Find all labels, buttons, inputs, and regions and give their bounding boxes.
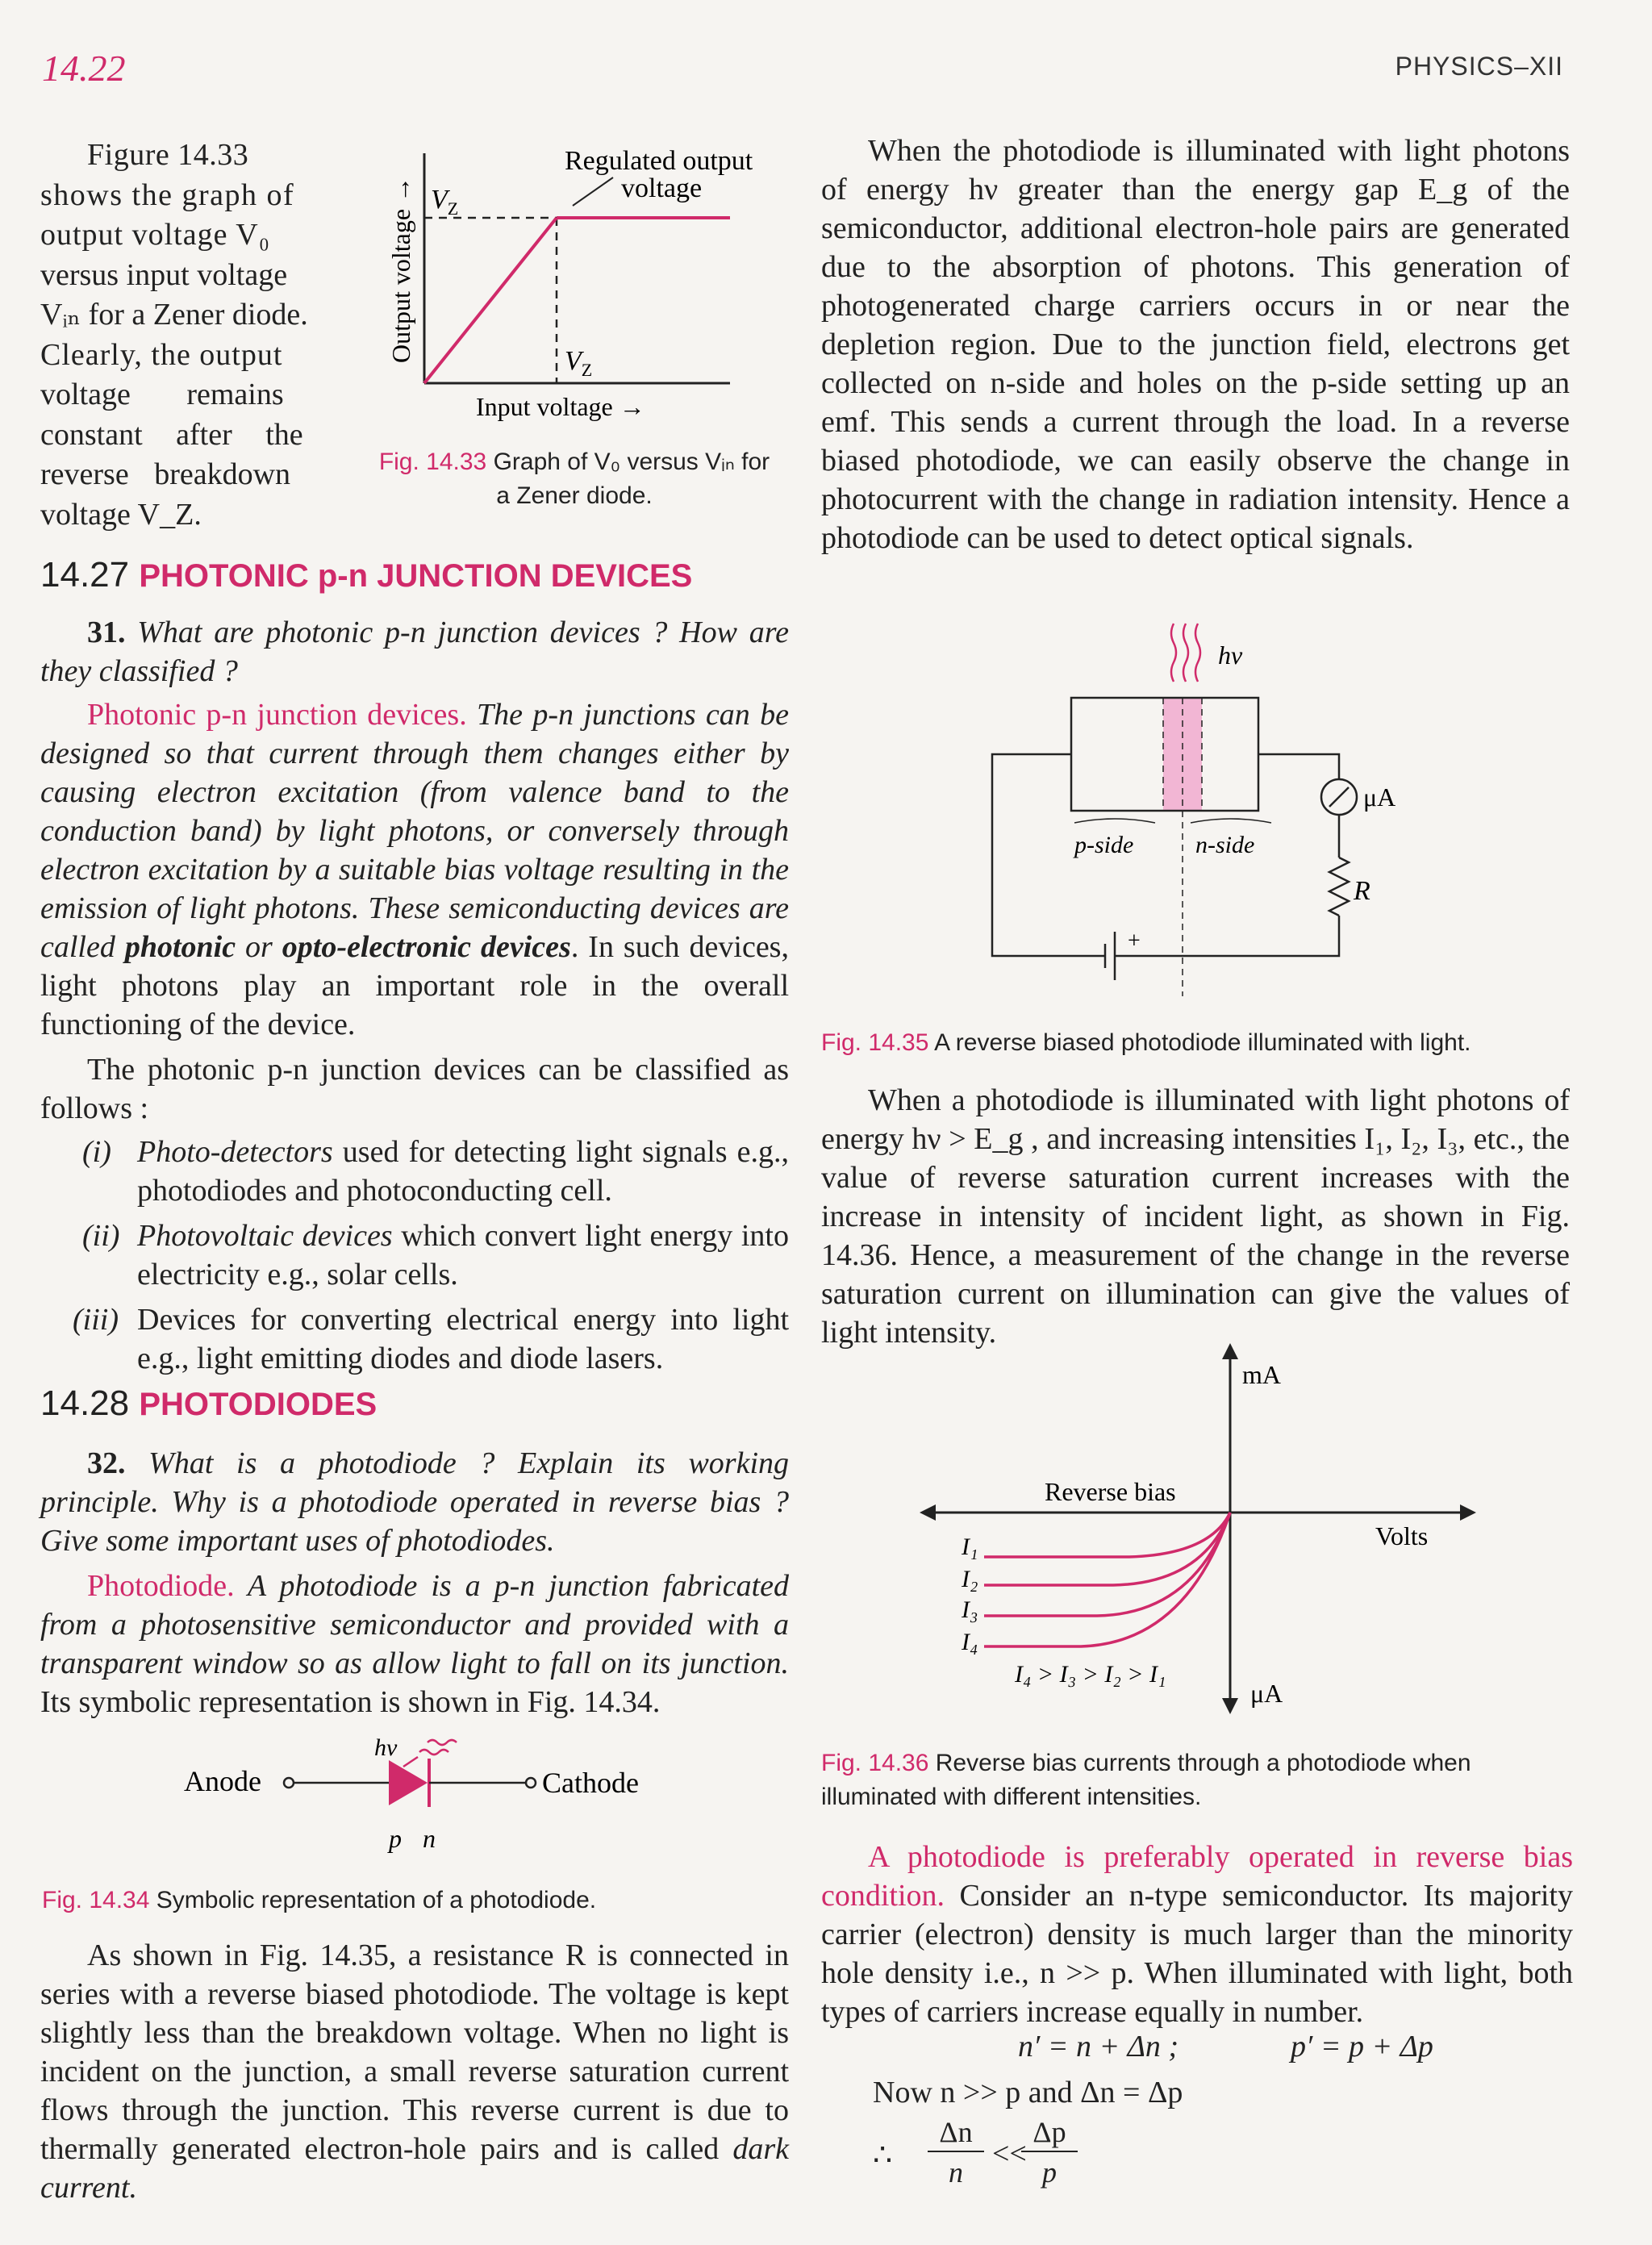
equation-2: Now n >> p and Δn = Δp — [873, 2076, 1183, 2109]
intro-line: shows the graph of — [40, 177, 295, 212]
n-side-label: n-side — [1195, 832, 1255, 858]
section-title: PHOTODIODES — [139, 1387, 378, 1422]
cathode-label: Cathode — [542, 1767, 639, 1799]
question-number: 32. — [87, 1446, 126, 1480]
section-title: PHOTONIC p-n JUNCTION DEVICES — [139, 558, 693, 594]
light-wave-icon — [1171, 624, 1176, 682]
curve-label-i2: I₂ — [962, 1566, 978, 1592]
intro-line: output voltage V₀ — [40, 218, 270, 252]
light-wave-icon — [1195, 624, 1200, 682]
curve-label-i1: I₁ — [962, 1534, 978, 1560]
rising-line — [424, 218, 557, 383]
x-axis-label: Input voltage → — [476, 392, 645, 421]
section-heading-1427 — [40, 555, 692, 595]
anode-terminal — [284, 1778, 294, 1788]
answer-lead: Photonic p-n junction devices. — [87, 698, 467, 732]
answer-32: Photodiode. A photodiode is a p-n junction fabricated from a photosensitive semiconductor and provided with a transparent window so as allow light to fall on its junction. Its symbolic representation is shown in Fig. 14.34. — [40, 1569, 789, 1719]
p-label: p — [389, 1824, 402, 1853]
fraction-dn-n: Δn n — [928, 2114, 984, 2193]
right-para-1: When the photodiode is illuminated with light photons of energy hν greater than the energy gap E_g of the semiconductor, additional electron-hole pairs are generated due to the absorption of photons. This generation of photogenerated charge carriers occurs in or near the depletion region. Due to the junction field, electrons get collected on n-side and holes on the p-side setting up an emf. This sends a current through the load. In a reverse biased photodiode, we can easily observe the change in photocurrent with the change in radiation intensity. Hence a photodiode can be used to detect optical signals. — [821, 134, 1570, 555]
arrow-up-icon — [1222, 1343, 1238, 1359]
fig-1434-diode-symbol — [161, 1726, 678, 1863]
battery-plus: + — [1128, 928, 1141, 953]
reverse-bias-label: Reverse bias — [1045, 1477, 1176, 1506]
resistor-label: R — [1354, 876, 1370, 906]
light-wave-icon — [1183, 624, 1188, 682]
hv-label: hv — [374, 1734, 398, 1761]
right-para-3: A photodiode is preferably operated in reverse bias condition. Consider an n-type semiconductor. Its majority carrier (electron) density is much larger than the minority hole density i.e., n >> p. When illuminated with light, both types of carriers increase equally in number. — [821, 1840, 1573, 2029]
caption-number: Fig. 14.34 — [42, 1887, 150, 1913]
arrow-right-icon — [1460, 1504, 1476, 1521]
intro-line: versus input voltage — [40, 257, 288, 292]
caption-text: A reverse biased photodiode illuminated with light. — [934, 1029, 1471, 1056]
equation-1b: p′ = p + Δp — [1291, 2030, 1433, 2063]
term-dark-current: dark current. — [40, 2132, 789, 2205]
volts-label: Volts — [1375, 1521, 1429, 1550]
paragraph-series: As shown in Fig. 14.35, a resistance R is connected in series with a reverse biased photodiode. The voltage is kept slightly less than the breakdown voltage. When no light is incident on the junction, a small reverse saturation current flows through the junction. This reverse current is due to thermally generated electron-hole pairs and is called dark current. — [40, 1938, 789, 2205]
intro-line: constant after the — [40, 417, 303, 452]
question-31: 31. What are photonic p-n junction devices ? How are they classified ? — [40, 615, 789, 688]
intro-line: reverse breakdown — [40, 457, 291, 491]
para-lead: A photodiode is preferably operated in reverse bias condition. — [821, 1840, 1573, 1913]
fig-1433-caption — [365, 445, 784, 513]
caption-text: a Zener diode. — [496, 482, 653, 509]
caption-text: Reverse bias currents through a photodiode when — [935, 1750, 1471, 1776]
light-arrow-icon — [403, 1757, 418, 1767]
cathode-terminal — [526, 1778, 536, 1788]
fig-1436-caption — [821, 1746, 1471, 1814]
list-item: (i) Photo-detectors used for detecting light signals e.g., photodiodes and photoconducting cell. — [82, 1135, 789, 1208]
anode-label: Anode — [184, 1765, 261, 1797]
answer-lead: Photodiode. — [87, 1569, 235, 1603]
caption-number: Fig. 14.33 — [378, 449, 487, 475]
meter-label: μA — [1363, 782, 1396, 812]
intro-text — [40, 136, 339, 535]
classify-text: The photonic p-n junction devices can be classified as follows : — [40, 1053, 789, 1125]
page-number: 14.22 — [42, 48, 126, 89]
ua-label: μA — [1250, 1679, 1283, 1708]
intro-line: Clearly, the output — [40, 337, 283, 372]
section-number: 14.27 — [40, 555, 130, 595]
curve-i4 — [984, 1513, 1230, 1646]
caption-text: Graph of V₀ versus Vᵢₙ for — [493, 449, 770, 475]
light-wave-icon — [419, 1750, 448, 1755]
caption-number: Fig. 14.35 — [821, 1029, 929, 1056]
light-wave-icon — [428, 1740, 457, 1745]
answer-31: Photonic p-n junction devices. The p-n junctions can be designed so that current through them changes either by causing electron excitation (from valence band to the conduction band) by light photons, or conversely through electron excitation by a suitable bias voltage resulting in the emission of light photons. These semiconducting devices are called photonic or opto-electronic devices. In such devices, light photons play an important role in the overall functioning of the device. — [40, 698, 789, 1041]
fig-1435-circuit — [984, 601, 1436, 1004]
right-para-2: When a photodiode is illuminated with light photons of energy hν > E_g , and increasing intensities I₁, I₂, I₃, etc., the value of reverse saturation current increases with the increase in intensity of incident light, as shown in Fig. 14.36. Hence, a measurement of the change in the reverse saturation current on illumination can give the values of light intensity. — [821, 1083, 1570, 1350]
question-number: 31. — [87, 615, 126, 649]
much-less-than: << — [992, 2137, 1027, 2171]
wire-bottom — [1115, 916, 1339, 956]
p-side-label: p-side — [1074, 832, 1134, 858]
equation-1a: n′ = n + Δn ; — [1018, 2030, 1179, 2063]
annotation-line1: Regulated output — [565, 146, 753, 176]
meter-needle — [1329, 787, 1349, 807]
arrow-left-icon — [920, 1504, 936, 1521]
fig-1433-graph — [363, 137, 782, 428]
left-body-2 — [40, 1444, 789, 1721]
ma-label: mA — [1242, 1360, 1281, 1389]
curve-label-i3: I₃ — [962, 1596, 978, 1623]
left-body — [40, 613, 789, 1378]
list-item: (ii) Photovoltaic devices which convert light energy into electricity e.g., solar cells. — [82, 1219, 789, 1292]
intro-line: voltage V_Z. — [40, 497, 202, 532]
left-body-3 — [40, 1936, 789, 2207]
fraction-dp-p: Δp p — [1021, 2114, 1078, 2193]
section-number: 14.28 — [40, 1383, 130, 1423]
section-heading-1428 — [40, 1383, 377, 1424]
intro-line: Vᵢₙ for a Zener diode. — [40, 298, 308, 332]
caption-text: illuminated with different intensities. — [821, 1784, 1202, 1810]
intro-line: voltage remains — [40, 378, 284, 411]
vz-bottom-label: $V_Z$ — [565, 346, 593, 380]
vz-top-label: $V_Z$ — [431, 185, 459, 219]
diode-triangle — [389, 1760, 428, 1805]
resistor — [1329, 858, 1349, 916]
question-32: 32. What is a photodiode ? Explain its working principle. Why is a photodiode operated in reverse bias ? Give some important uses of photodiodes. — [40, 1446, 789, 1558]
curve-i1 — [984, 1513, 1230, 1557]
n-label: n — [423, 1824, 436, 1853]
curve-i3 — [984, 1513, 1230, 1616]
running-head: PHYSICS–XII — [1395, 52, 1563, 81]
p-side-brace — [1074, 819, 1155, 823]
annotation-line2: voltage — [621, 173, 703, 203]
hv-label: hv — [1218, 641, 1243, 670]
annotation-pointer — [573, 177, 613, 206]
intensity-relation: I₄ > I₃ > I₂ > I₁ — [1015, 1661, 1166, 1688]
fig-1435-caption — [821, 1026, 1471, 1060]
n-side-brace — [1191, 819, 1271, 823]
wire-right-top — [1258, 754, 1339, 779]
fig-1434-caption — [42, 1884, 596, 1917]
fig-1436-graph — [920, 1343, 1484, 1722]
therefore-symbol: ∴ — [873, 2139, 893, 2172]
arrow-down-icon — [1222, 1698, 1238, 1714]
caption-number: Fig. 14.36 — [821, 1750, 929, 1776]
list-item: (iii) Devices for converting electrical energy into light e.g., light emitting diodes and diode lasers. — [73, 1303, 789, 1375]
curve-label-i4: I₄ — [962, 1629, 978, 1655]
intro-line: Figure 14.33 — [87, 138, 249, 172]
y-axis-label: Output voltage → — [386, 176, 415, 363]
caption-text: Symbolic representation of a photodiode. — [156, 1887, 597, 1913]
